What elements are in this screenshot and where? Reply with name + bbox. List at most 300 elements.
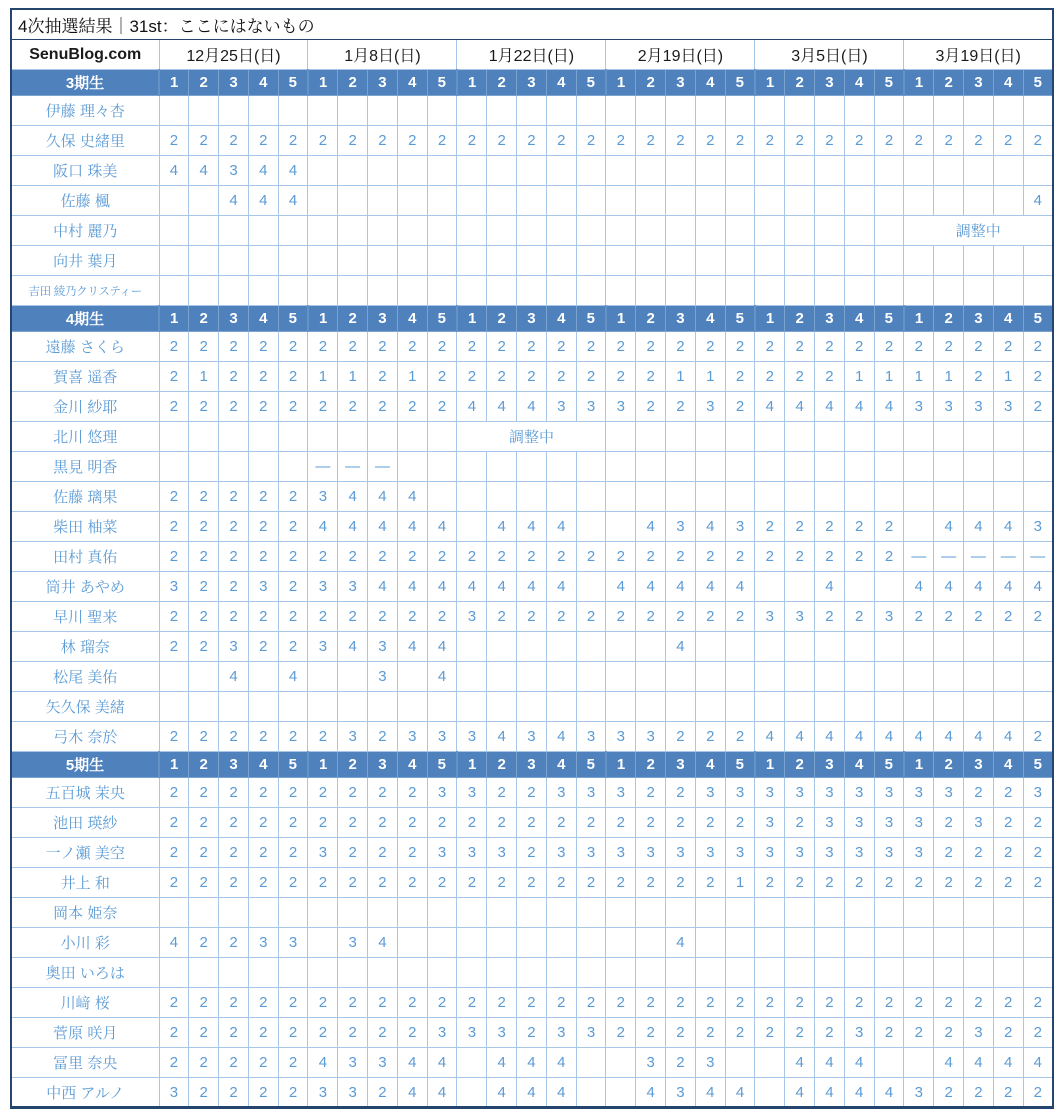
result-cell: 2 <box>248 512 278 542</box>
slot-number: 1 <box>308 306 338 332</box>
result-cell <box>725 482 755 512</box>
result-cell: 3 <box>576 1018 606 1048</box>
result-cell: 2 <box>219 602 249 632</box>
result-cell: 2 <box>666 868 696 898</box>
result-cell <box>666 246 696 276</box>
result-cell <box>844 958 874 988</box>
result-cell <box>368 958 398 988</box>
result-cell: 2 <box>546 808 576 838</box>
result-cell <box>964 662 994 692</box>
result-cell <box>219 898 249 928</box>
result-cell: 4 <box>934 722 964 752</box>
result-cell <box>397 662 427 692</box>
result-cell <box>606 1048 636 1078</box>
date-header: 1月22日(日) <box>457 40 606 70</box>
result-cell: 2 <box>308 332 338 362</box>
result-cell: 3 <box>308 838 338 868</box>
result-cell: 2 <box>636 778 666 808</box>
result-cell: 2 <box>457 332 487 362</box>
slot-number: 1 <box>457 306 487 332</box>
result-cell: 3 <box>964 808 994 838</box>
slot-number: 4 <box>546 306 576 332</box>
result-cell: 2 <box>159 988 189 1018</box>
result-cell <box>725 692 755 722</box>
result-cell: 3 <box>606 722 636 752</box>
result-cell <box>934 156 964 186</box>
result-cell: 2 <box>874 542 904 572</box>
result-cell <box>517 692 547 722</box>
result-cell: 2 <box>815 332 845 362</box>
result-cell: 3 <box>457 778 487 808</box>
result-cell <box>576 452 606 482</box>
member-row <box>11 452 1053 482</box>
result-cell: 3 <box>904 808 934 838</box>
result-cell <box>904 662 934 692</box>
result-cell <box>874 898 904 928</box>
result-cell <box>427 898 457 928</box>
result-cell: 2 <box>159 512 189 542</box>
result-cell: 2 <box>159 722 189 752</box>
result-cell <box>576 216 606 246</box>
result-cell <box>636 482 666 512</box>
member-row <box>11 722 1053 752</box>
result-cell: 2 <box>755 332 785 362</box>
result-cell <box>695 632 725 662</box>
slot-number: 1 <box>904 752 934 778</box>
result-cell: 2 <box>308 778 338 808</box>
result-cell: 2 <box>666 542 696 572</box>
result-cell: 4 <box>368 572 398 602</box>
slot-number: 2 <box>785 752 815 778</box>
result-cell <box>606 958 636 988</box>
result-cell <box>695 246 725 276</box>
result-cell: 2 <box>159 868 189 898</box>
result-cell <box>427 958 457 988</box>
result-cell: 2 <box>278 1048 308 1078</box>
result-cell <box>159 452 189 482</box>
result-cell <box>785 898 815 928</box>
result-cell: 2 <box>546 332 576 362</box>
result-cell <box>993 156 1023 186</box>
result-cell <box>725 958 755 988</box>
result-cell: 2 <box>904 126 934 156</box>
result-cell <box>397 216 427 246</box>
result-cell <box>755 692 785 722</box>
result-cell: 2 <box>278 542 308 572</box>
result-cell: 3 <box>248 572 278 602</box>
result-cell: 2 <box>487 542 517 572</box>
result-cell: 2 <box>397 868 427 898</box>
result-cell <box>1023 662 1053 692</box>
result-cell: 2 <box>725 126 755 156</box>
result-cell <box>338 96 368 126</box>
result-cell <box>159 276 189 306</box>
result-cell <box>844 276 874 306</box>
result-cell: 2 <box>993 332 1023 362</box>
result-cell: 2 <box>636 868 666 898</box>
result-cell <box>219 422 249 452</box>
result-cell <box>993 246 1023 276</box>
slot-number: 4 <box>397 752 427 778</box>
result-cell: 2 <box>278 1018 308 1048</box>
result-cell: 2 <box>576 332 606 362</box>
result-cell: 3 <box>844 778 874 808</box>
result-cell: 2 <box>457 362 487 392</box>
slot-number: 1 <box>159 306 189 332</box>
result-cell: 2 <box>606 332 636 362</box>
result-cell: 2 <box>159 778 189 808</box>
result-cell <box>636 422 666 452</box>
result-cell <box>755 156 785 186</box>
member-row <box>11 1078 1053 1108</box>
member-row <box>11 958 1053 988</box>
result-cell: 4 <box>964 722 994 752</box>
slot-number: 3 <box>219 70 249 96</box>
result-cell: 2 <box>189 542 219 572</box>
result-cell <box>636 452 666 482</box>
result-cell: 4 <box>1023 572 1053 602</box>
result-cell <box>576 928 606 958</box>
result-cell <box>189 96 219 126</box>
slot-number: 5 <box>278 70 308 96</box>
result-cell: 4 <box>666 572 696 602</box>
result-cell: 1 <box>904 362 934 392</box>
member-row <box>11 602 1053 632</box>
result-cell <box>755 662 785 692</box>
result-cell: 2 <box>368 988 398 1018</box>
result-cell: 2 <box>636 808 666 838</box>
result-cell <box>904 512 934 542</box>
result-cell <box>457 928 487 958</box>
result-cell: 2 <box>248 392 278 422</box>
result-cell: 3 <box>546 838 576 868</box>
result-cell: 2 <box>368 722 398 752</box>
result-cell: 2 <box>219 1048 249 1078</box>
result-cell: 3 <box>874 838 904 868</box>
result-cell: 3 <box>636 722 666 752</box>
result-cell <box>546 662 576 692</box>
result-cell: 2 <box>1023 808 1053 838</box>
result-cell <box>904 958 934 988</box>
result-cell: 2 <box>248 778 278 808</box>
result-cell: 2 <box>517 1018 547 1048</box>
result-cell: 2 <box>755 542 785 572</box>
result-cell <box>874 572 904 602</box>
result-cell: 4 <box>427 512 457 542</box>
result-cell: 1 <box>934 362 964 392</box>
result-cell: 4 <box>487 572 517 602</box>
result-cell <box>576 482 606 512</box>
result-cell: 2 <box>874 988 904 1018</box>
result-cell <box>248 662 278 692</box>
result-cell <box>576 898 606 928</box>
slot-number: 2 <box>189 752 219 778</box>
result-cell: 2 <box>695 1018 725 1048</box>
result-cell <box>189 276 219 306</box>
result-cell: 2 <box>964 868 994 898</box>
result-cell <box>755 452 785 482</box>
result-cell <box>934 958 964 988</box>
result-cell: 2 <box>874 1018 904 1048</box>
member-row <box>11 362 1053 392</box>
result-cell: 2 <box>844 512 874 542</box>
result-cell: 2 <box>189 632 219 662</box>
slot-number: 3 <box>964 306 994 332</box>
date-header: 12月25日(日) <box>159 40 308 70</box>
result-cell: 4 <box>248 156 278 186</box>
result-cell: 2 <box>487 778 517 808</box>
result-cell: 4 <box>517 1048 547 1078</box>
member-row <box>11 1018 1053 1048</box>
result-cell <box>308 692 338 722</box>
result-cell: 2 <box>368 602 398 632</box>
result-cell: 2 <box>397 332 427 362</box>
result-cell <box>308 958 338 988</box>
result-cell: 2 <box>338 868 368 898</box>
result-cell: 2 <box>219 542 249 572</box>
result-cell: 2 <box>219 482 249 512</box>
result-cell <box>219 216 249 246</box>
result-cell: 2 <box>248 632 278 662</box>
result-cell: 1 <box>397 362 427 392</box>
result-cell <box>278 216 308 246</box>
slot-number: 1 <box>159 70 189 96</box>
result-cell <box>576 96 606 126</box>
result-cell: 4 <box>546 1048 576 1078</box>
result-cell <box>904 898 934 928</box>
result-cell <box>695 276 725 306</box>
member-row <box>11 276 1053 306</box>
result-cell: 2 <box>844 868 874 898</box>
result-cell: 4 <box>397 512 427 542</box>
result-cell: 2 <box>189 778 219 808</box>
result-cell <box>904 928 934 958</box>
slot-number: 5 <box>576 752 606 778</box>
result-cell: 2 <box>308 808 338 838</box>
result-cell: 2 <box>844 332 874 362</box>
result-cell: 2 <box>725 1018 755 1048</box>
result-cell: 2 <box>636 988 666 1018</box>
member-name: 北川 悠理 <box>11 422 159 452</box>
result-cell: 4 <box>964 572 994 602</box>
result-cell: 4 <box>785 392 815 422</box>
result-cell: 2 <box>725 808 755 838</box>
result-cell: 2 <box>278 808 308 838</box>
result-cell: 3 <box>308 1078 338 1108</box>
result-cell <box>725 156 755 186</box>
result-cell: 2 <box>278 838 308 868</box>
result-cell: 4 <box>785 1078 815 1108</box>
result-cell: 2 <box>755 362 785 392</box>
result-cell: 2 <box>308 126 338 156</box>
result-cell: 2 <box>189 572 219 602</box>
result-cell: 3 <box>755 778 785 808</box>
result-cell <box>815 186 845 216</box>
member-name: 井上 和 <box>11 868 159 898</box>
result-cell: 2 <box>338 808 368 838</box>
result-cell: 4 <box>338 632 368 662</box>
result-cell: 1 <box>874 362 904 392</box>
result-cell <box>576 276 606 306</box>
result-cell <box>964 692 994 722</box>
result-cell <box>636 246 666 276</box>
result-cell <box>159 96 189 126</box>
result-cell: 2 <box>248 868 278 898</box>
result-cell: 2 <box>844 602 874 632</box>
result-cell: 3 <box>1023 778 1053 808</box>
result-cell <box>397 898 427 928</box>
result-cell: 1 <box>695 362 725 392</box>
result-cell <box>993 186 1023 216</box>
result-cell <box>964 958 994 988</box>
result-cell: 2 <box>368 126 398 156</box>
result-cell: 3 <box>308 482 338 512</box>
result-cell: 2 <box>934 808 964 838</box>
generation-header-row <box>11 752 1053 778</box>
result-cell <box>397 452 427 482</box>
result-cell <box>993 452 1023 482</box>
result-cell: 2 <box>219 512 249 542</box>
result-cell: 3 <box>695 778 725 808</box>
result-cell <box>725 246 755 276</box>
result-cell <box>815 276 845 306</box>
status-cell: 調整中 <box>457 422 606 452</box>
result-cell: 4 <box>815 392 845 422</box>
result-cell: 2 <box>993 988 1023 1018</box>
result-cell: 2 <box>636 392 666 422</box>
result-cell: 3 <box>844 1018 874 1048</box>
result-cell: 4 <box>308 512 338 542</box>
result-cell: 2 <box>993 1078 1023 1108</box>
result-cell: 2 <box>159 632 189 662</box>
result-cell: 2 <box>1023 1018 1053 1048</box>
result-cell <box>308 276 338 306</box>
result-cell: 2 <box>1023 392 1053 422</box>
result-cell <box>964 482 994 512</box>
result-cell <box>546 186 576 216</box>
result-cell: 3 <box>308 572 338 602</box>
result-cell: 3 <box>844 838 874 868</box>
result-cell <box>785 482 815 512</box>
result-cell <box>636 276 666 306</box>
result-cell: 4 <box>666 928 696 958</box>
result-cell <box>368 276 398 306</box>
result-cell <box>606 692 636 722</box>
member-row <box>11 96 1053 126</box>
result-cell <box>248 276 278 306</box>
result-cell <box>695 186 725 216</box>
result-cell <box>606 276 636 306</box>
result-cell: 2 <box>964 332 994 362</box>
result-cell <box>964 186 994 216</box>
member-name: 奥田 いろは <box>11 958 159 988</box>
result-cell: 2 <box>487 602 517 632</box>
result-cell: 2 <box>904 602 934 632</box>
result-cell: 4 <box>934 512 964 542</box>
member-name: 池田 瑛紗 <box>11 808 159 838</box>
result-cell: 2 <box>993 126 1023 156</box>
result-cell: 4 <box>278 662 308 692</box>
result-cell: 2 <box>219 1018 249 1048</box>
result-cell: 1 <box>844 362 874 392</box>
result-cell: 2 <box>308 722 338 752</box>
result-cell <box>695 422 725 452</box>
result-cell <box>934 482 964 512</box>
result-cell <box>576 692 606 722</box>
result-cell <box>159 246 189 276</box>
result-cell: 2 <box>248 1078 278 1108</box>
result-cell: 3 <box>308 632 338 662</box>
result-cell <box>1023 422 1053 452</box>
result-cell <box>964 898 994 928</box>
result-cell: 2 <box>189 332 219 362</box>
result-cell <box>1023 898 1053 928</box>
result-cell: 2 <box>189 1018 219 1048</box>
result-cell <box>695 958 725 988</box>
result-cell <box>487 958 517 988</box>
result-cell <box>219 276 249 306</box>
result-cell: 2 <box>278 722 308 752</box>
result-cell <box>219 246 249 276</box>
result-cell: 2 <box>755 1018 785 1048</box>
result-cell <box>993 928 1023 958</box>
result-cell <box>934 246 964 276</box>
result-cell <box>785 572 815 602</box>
result-cell: 2 <box>546 988 576 1018</box>
result-cell <box>427 96 457 126</box>
result-cell <box>666 216 696 246</box>
result-cell <box>993 958 1023 988</box>
member-row <box>11 778 1053 808</box>
result-cell: 2 <box>666 722 696 752</box>
slot-number: 2 <box>338 70 368 96</box>
result-cell: 4 <box>546 572 576 602</box>
slot-number: 2 <box>934 70 964 96</box>
result-cell <box>546 276 576 306</box>
result-cell <box>189 958 219 988</box>
result-cell <box>576 246 606 276</box>
result-cell <box>666 422 696 452</box>
result-cell: 2 <box>517 362 547 392</box>
result-cell: 3 <box>844 808 874 838</box>
result-cell <box>517 276 547 306</box>
slot-number: 3 <box>964 752 994 778</box>
result-cell <box>666 482 696 512</box>
result-cell: 4 <box>159 928 189 958</box>
result-cell: 1 <box>338 362 368 392</box>
member-row <box>11 186 1053 216</box>
result-cell <box>457 482 487 512</box>
result-cell <box>427 216 457 246</box>
result-cell: 3 <box>546 1018 576 1048</box>
result-cell: 2 <box>457 542 487 572</box>
result-cell: 2 <box>815 362 845 392</box>
result-cell <box>457 692 487 722</box>
result-cell <box>666 958 696 988</box>
result-cell <box>308 96 338 126</box>
result-cell <box>338 186 368 216</box>
result-cell <box>844 572 874 602</box>
result-cell: 2 <box>219 572 249 602</box>
result-cell <box>368 898 398 928</box>
slot-number: 1 <box>755 752 785 778</box>
result-cell <box>189 422 219 452</box>
result-cell: 2 <box>368 808 398 838</box>
result-cell <box>457 452 487 482</box>
result-cell: 3 <box>338 1078 368 1108</box>
slot-number: 5 <box>427 752 457 778</box>
site-label: SenuBlog.com <box>11 40 159 70</box>
